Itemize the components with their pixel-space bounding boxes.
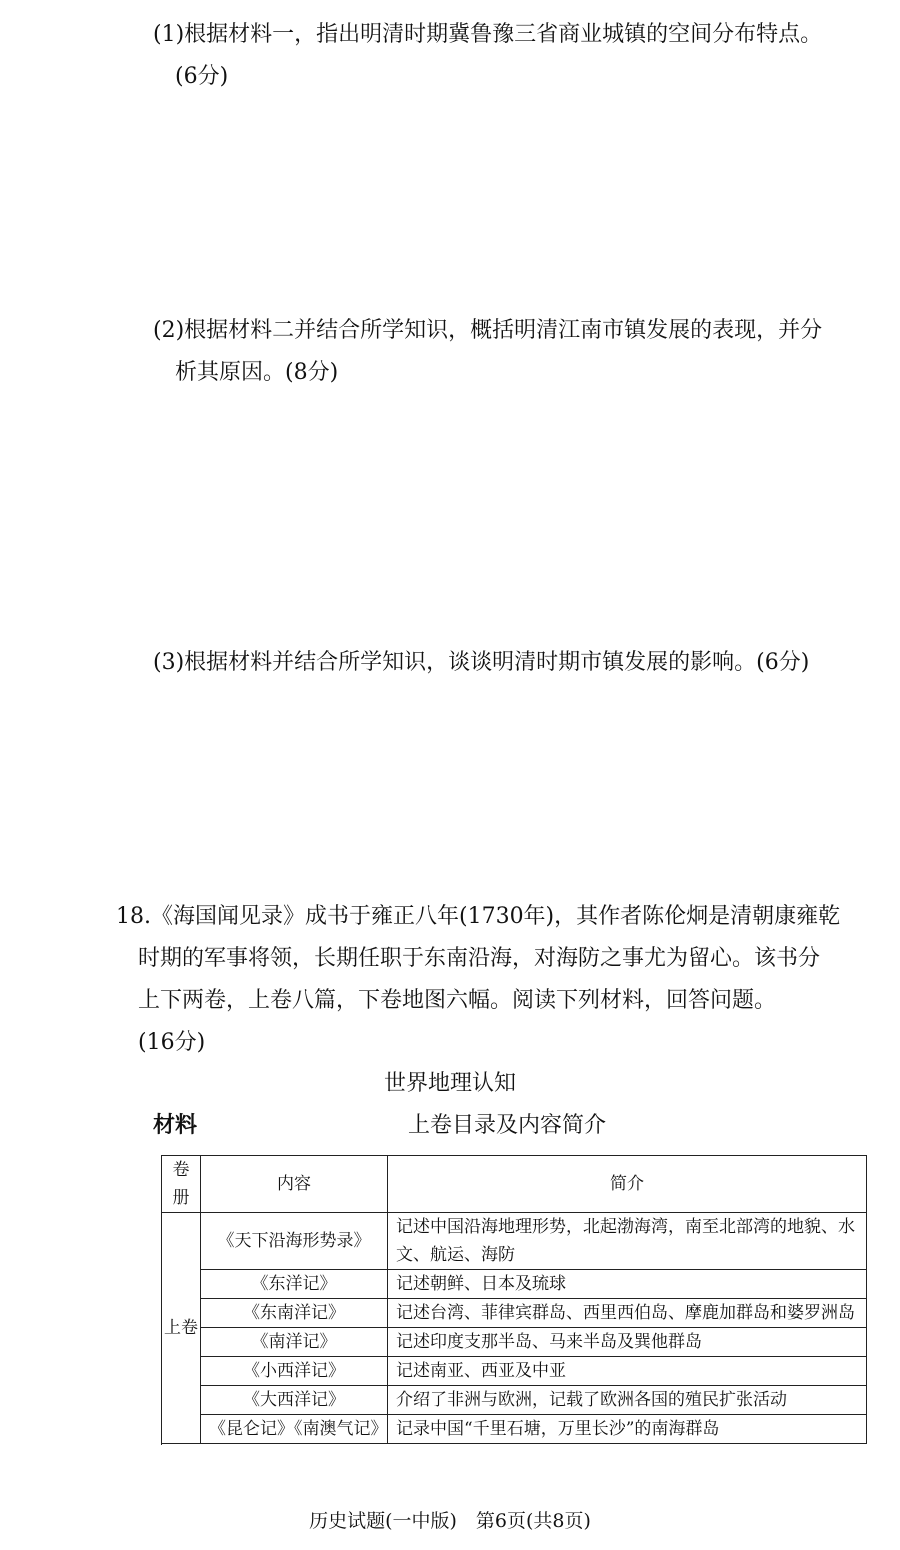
content-cell: 《小西洋记》 bbox=[201, 1357, 388, 1386]
content-cell: 《大西洋记》 bbox=[201, 1386, 388, 1415]
content-cell: 《天下沿海形势录》 bbox=[201, 1213, 388, 1270]
contents-table bbox=[161, 1155, 867, 1444]
header-summary: 简介 bbox=[388, 1156, 867, 1213]
content-cell: 《东洋记》 bbox=[201, 1270, 388, 1299]
question-18 bbox=[116, 896, 886, 1064]
question-17-2 bbox=[153, 310, 893, 394]
page-footer: 历史试题(一中版) 第6页(共8页) bbox=[309, 1510, 591, 1532]
question-17-3-line1: (3)根据材料并结合所学知识，谈谈明清时期市镇发展的影响。(6分) bbox=[153, 650, 810, 675]
material-label: 材料 bbox=[153, 1112, 198, 1138]
question-17-1-score: (6分) bbox=[175, 64, 229, 89]
question-17-3 bbox=[153, 642, 893, 684]
summary-cell: 记述印度支那半岛、马来半岛及巽他群岛 bbox=[388, 1328, 867, 1357]
table-row bbox=[162, 1328, 867, 1357]
question-17-2-line1: (2)根据材料二并结合所学知识，概括明清江南市镇发展的表现，并分 bbox=[153, 318, 823, 343]
question-17-1-line1: (1)根据材料一，指出明清时期冀鲁豫三省商业城镇的空间分布特点。 bbox=[153, 22, 823, 47]
summary-cell: 记述台湾、菲律宾群岛、西里西伯岛、摩鹿加群岛和婆罗洲岛 bbox=[388, 1299, 867, 1328]
content-cell: 《昆仑记》《南澳气记》 bbox=[201, 1415, 388, 1444]
content-cell: 《东南洋记》 bbox=[201, 1299, 388, 1328]
summary-cell: 记录中国“千里石塘，万里长沙”的南海群岛 bbox=[388, 1415, 867, 1444]
summary-cell: 记述南亚、西亚及中亚 bbox=[388, 1357, 867, 1386]
table-row bbox=[162, 1270, 867, 1299]
section-title: 世界地理认知 bbox=[383, 1071, 516, 1096]
summary-cell: 记述中国沿海地理形势，北起渤海湾，南至北部湾的地貌、水文、航运、海防 bbox=[388, 1213, 867, 1270]
question-17-2-line2: 析其原因。(8分) bbox=[175, 360, 339, 385]
question-17-1 bbox=[153, 14, 893, 98]
question-18-score: (16分) bbox=[138, 1030, 206, 1055]
table-title: 上卷目录及内容简介 bbox=[408, 1113, 607, 1138]
content-cell: 《南洋记》 bbox=[201, 1328, 388, 1357]
header-content: 内容 bbox=[201, 1156, 388, 1213]
table-row bbox=[162, 1357, 867, 1386]
summary-cell: 介绍了非洲与欧洲，记载了欧洲各国的殖民扩张活动 bbox=[388, 1386, 867, 1415]
summary-cell: 记述朝鲜、日本及琉球 bbox=[388, 1270, 867, 1299]
table-row bbox=[162, 1415, 867, 1444]
question-18-line2: 时期的军事将领，长期任职于东南沿海，对海防之事尤为留心。该书分 bbox=[138, 946, 821, 971]
table-header-row bbox=[162, 1156, 867, 1213]
header-volume: 卷册 bbox=[162, 1156, 201, 1213]
question-18-line1: 18.《海国闻见录》成书于雍正八年(1730年)，其作者陈伦炯是清朝康雍乾 bbox=[116, 904, 841, 929]
question-18-line3: 上下两卷，上卷八篇，下卷地图六幅。阅读下列材料，回答问题。 bbox=[138, 988, 777, 1013]
volume-cell: 上卷 bbox=[162, 1213, 201, 1444]
